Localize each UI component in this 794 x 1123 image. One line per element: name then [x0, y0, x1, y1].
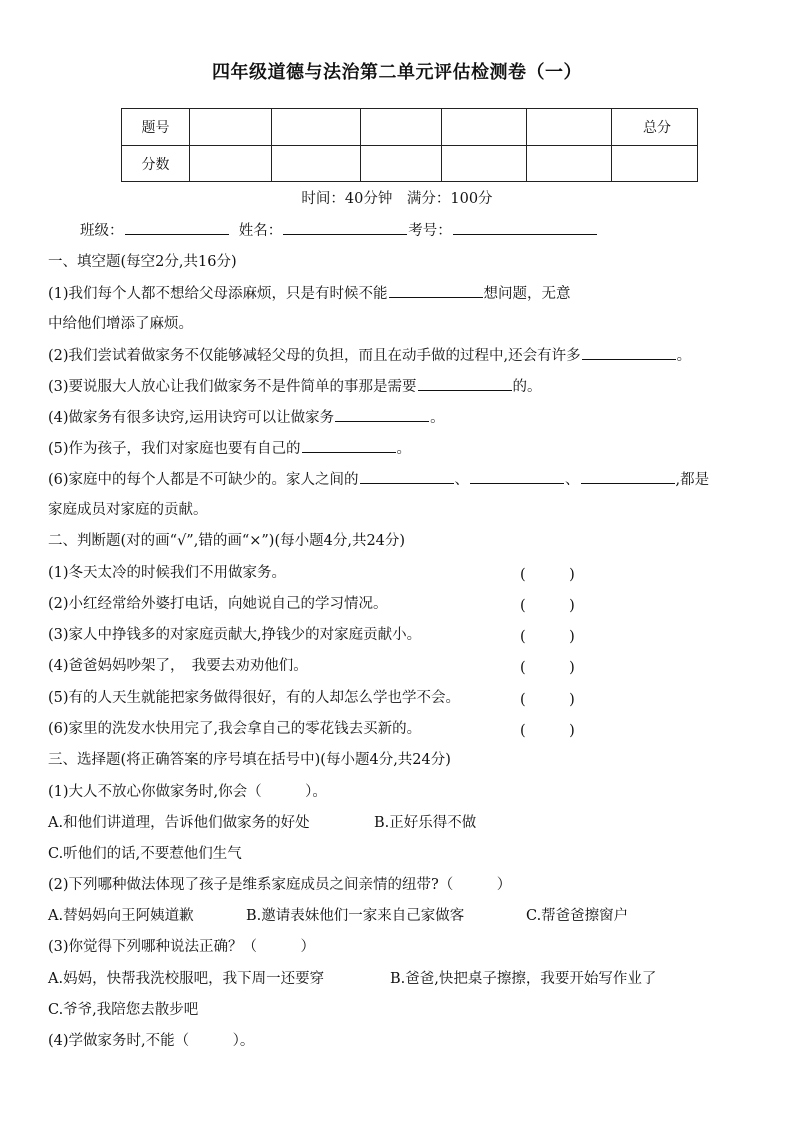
question-text: 想问题，无意	[483, 286, 571, 302]
answer-parentheses[interactable]: ( )	[520, 567, 575, 583]
choice-question: (3)你觉得下列哪种说法正确？（ ）	[48, 939, 316, 955]
section1-heading: 一、填空题(每空2分,共16分)	[48, 254, 237, 270]
question-text: (1)我们每个人都不想给父母添麻烦，只是有时候不能	[48, 286, 388, 302]
question-1-2	[48, 345, 691, 366]
answer-blank[interactable]	[360, 469, 454, 484]
question-text: 。	[676, 348, 692, 364]
exam-no-blank[interactable]	[453, 220, 597, 235]
separator: 、	[454, 472, 470, 488]
answer-blank[interactable]	[302, 438, 396, 453]
score-cell[interactable]	[272, 146, 361, 182]
choice-option: B.正好乐得不做	[374, 815, 477, 831]
answer-blank[interactable]	[582, 345, 676, 360]
choice-option: B.邀请表妹他们一家来自己家做客	[246, 908, 465, 924]
question-text: ,都是	[675, 472, 710, 488]
total-score-label: 总分	[612, 109, 698, 146]
judge-item: (2)小红经常给外婆打电话，向她说自己的学习情况。	[48, 596, 388, 612]
score-cell[interactable]	[190, 146, 272, 182]
section3-heading: 三、选择题(将正确答案的序号填在括号中)(每小题4分,共24分)	[48, 752, 451, 768]
question-1-6	[48, 469, 709, 490]
time-info: 时间：40分钟 满分：100分	[301, 191, 493, 207]
choice-option: C.听他们的话,不要惹他们生气	[48, 846, 242, 862]
question-text: 的。	[512, 379, 542, 395]
name-label: 姓名：	[238, 223, 283, 239]
judge-item: (5)有的人天生就能把家务做得很好，有的人却怎么学也学不会。	[48, 690, 461, 706]
score-cell[interactable]	[612, 146, 698, 182]
question-1-4	[48, 407, 445, 428]
question-1-1-cont: 中给他们增添了麻烦。	[48, 316, 193, 332]
question-1-1	[48, 283, 571, 304]
question-1-6-cont: 家庭成员对家庭的贡献。	[48, 502, 208, 518]
choice-option: B.爸爸,快把桌子擦擦，我要开始写作业了	[390, 971, 657, 987]
separator: 、	[565, 472, 580, 488]
choice-option: A.和他们讲道理，告诉他们做家务的好处	[48, 815, 310, 831]
answer-blank[interactable]	[470, 469, 564, 484]
judge-item: (3)家人中挣钱多的对家庭贡献大,挣钱少的对家庭贡献小。	[48, 627, 422, 643]
class-blank[interactable]	[125, 220, 229, 235]
score-cell[interactable]	[527, 146, 612, 182]
answer-blank[interactable]	[581, 469, 675, 484]
question-text: (4)做家务有很多诀窍,运用诀窍可以让做家务	[48, 410, 335, 426]
question-number-label: 题号	[122, 109, 190, 146]
class-label: 班级：	[80, 223, 124, 239]
question-1-3	[48, 376, 542, 397]
answer-parentheses[interactable]: ( )	[520, 660, 575, 676]
score-cell[interactable]	[527, 109, 612, 146]
question-text: (3)要说服大人放心让我们做家务不是件简单的事那是需要	[48, 379, 417, 395]
score-cell[interactable]	[361, 109, 442, 146]
judge-item: (6)家里的洗发水快用完了,我会拿自己的零花钱去买新的。	[48, 721, 422, 737]
choice-question: (4)学做家务时,不能（ ）。	[48, 1033, 255, 1049]
choice-option: C.帮爸爸擦窗户	[526, 908, 629, 924]
answer-blank[interactable]	[389, 283, 483, 298]
answer-blank[interactable]	[418, 376, 512, 391]
choice-option: A.妈妈，快帮我洗校服吧，我下周一还要穿	[48, 971, 325, 987]
score-cell[interactable]	[361, 146, 442, 182]
answer-parentheses[interactable]: ( )	[520, 598, 575, 614]
exam-title: 四年级道德与法治第二单元评估检测卷（一）	[212, 62, 582, 83]
question-text: (5)作为孩子，我们对家庭也要有自己的	[48, 441, 301, 457]
choice-option: A.替妈妈向王阿姨道歉	[48, 908, 194, 924]
question-text: 。	[396, 441, 412, 457]
choice-question: (2)下列哪种做法体现了孩子是维系家庭成员之间亲情的纽带?（ ）	[48, 877, 512, 893]
section2-heading: 二、判断题(对的画“√”,错的画“×”)(每小题4分,共24分)	[48, 533, 406, 549]
judge-item: (1)冬天太冷的时候我们不用做家务。	[48, 565, 287, 581]
score-cell[interactable]	[272, 109, 361, 146]
answer-parentheses[interactable]: ( )	[520, 629, 575, 645]
name-blank[interactable]	[283, 220, 407, 235]
question-text: (2)我们尝试着做家务不仅能够减轻父母的负担，而且在动手做的过程中,还会有许多	[48, 348, 581, 364]
question-text: 。	[430, 410, 445, 426]
answer-parentheses[interactable]: ( )	[520, 692, 575, 708]
score-cell[interactable]	[190, 109, 272, 146]
answer-blank[interactable]	[335, 407, 429, 422]
score-table	[121, 108, 698, 182]
choice-question: (1)大人不放心你做家务时,你会（ ）。	[48, 784, 327, 800]
question-text: (6)家庭中的每个人都是不可缺少的。家人之间的	[48, 472, 359, 488]
exam-no-label: 考号：	[408, 223, 452, 239]
score-label: 分数	[122, 146, 190, 182]
judge-item: (4)爸爸妈妈吵架了， 我要去劝劝他们。	[48, 658, 308, 674]
score-cell[interactable]	[442, 109, 527, 146]
score-cell[interactable]	[442, 146, 527, 182]
choice-option: C.爷爷,我陪您去散步吧	[48, 1002, 199, 1018]
answer-parentheses[interactable]: ( )	[520, 723, 575, 739]
student-info	[80, 220, 598, 241]
question-1-5	[48, 438, 411, 459]
